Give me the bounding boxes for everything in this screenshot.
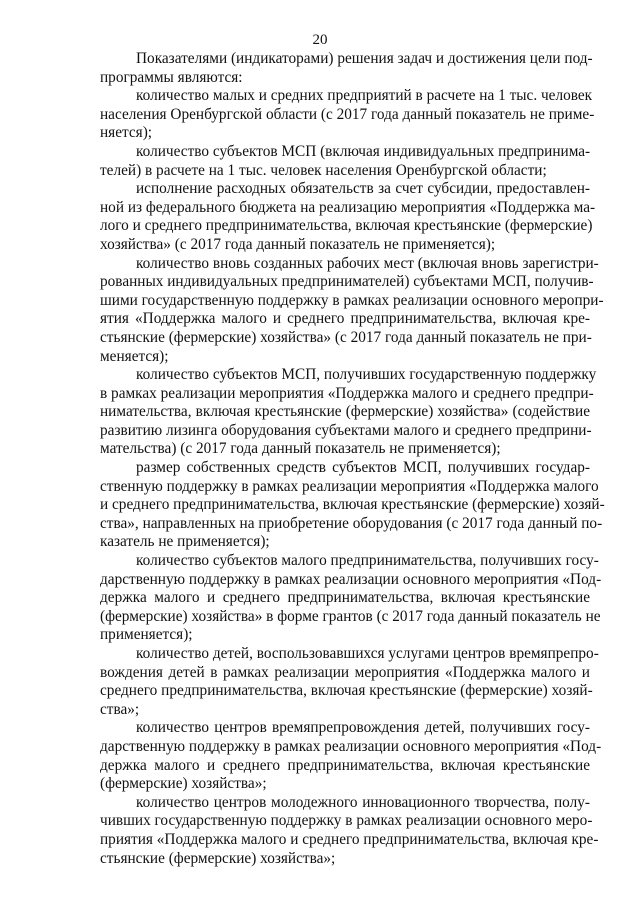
paragraph xyxy=(100,87,595,143)
text-line: в рамках реализации мероприятия «Поддержка малого и среднего предпри- xyxy=(100,384,594,402)
text-line: мательства) (с 2017 года данный показатель не применяется); xyxy=(100,440,501,458)
page-number: 20 xyxy=(312,32,328,48)
text-line: шими государственную поддержку в рамках реализации основного меропри- xyxy=(100,291,604,309)
text-line: дарственную поддержку в рамках реализации основного мероприятия «Под- xyxy=(100,570,602,588)
text-line: количество субъектов МСП (включая индивидуальных предпринима- xyxy=(136,142,591,160)
text-line: количество центров времяпрепровождения детей, получивших госу- xyxy=(136,719,590,737)
paragraph xyxy=(100,552,602,645)
text-line: исполнение расходных обязательств за счет субсидии, предоставлен- xyxy=(136,180,590,198)
text-line: вождения детей в рамках реализации мероприятия «Поддержка малого и xyxy=(100,663,590,681)
text-line: количество центров молодежного инновационного творчества, полу- xyxy=(136,793,590,811)
text-line: размер собственных средств субъектов МСП, получивших государ- xyxy=(136,459,590,477)
text-line: применяется); xyxy=(100,626,193,644)
text-line: нимательства, включая крестьянские (фермерские) хозяйства» (содействие xyxy=(100,403,590,421)
text-line: стьянские (фермерские) хозяйства» (с 2017 года данный показатель не при- xyxy=(100,328,592,346)
text-line: ятия «Поддержка малого и среднего предпринимательства, включая кре- xyxy=(100,310,590,328)
paragraph xyxy=(100,645,599,719)
text-line: держка малого и среднего предпринимательства, включая крестьянские xyxy=(100,589,590,607)
text-line: казатель не применяется); xyxy=(100,533,270,551)
text-line: няется); xyxy=(100,124,153,142)
text-line: (фермерские) хозяйства» в форме грантов (с 2017 года данный показатель не xyxy=(100,607,601,625)
text-line: чивших государственную поддержку в рамках реализации основного меро- xyxy=(100,812,593,830)
text-line: количество субъектов малого предпринимательства, получивших госу- xyxy=(136,552,599,570)
text-line: (фермерские) хозяйства»; xyxy=(100,775,267,793)
text-line: ной из федерального бюджета на реализацию мероприятия «Поддержка ма- xyxy=(100,198,596,216)
paragraph xyxy=(100,254,604,367)
text-line: развитию лизинга оборудования субъектами малого и среднего предприни- xyxy=(100,421,592,439)
paragraph xyxy=(100,793,599,868)
text-line: рованных индивидуальных предпринимателей) субъектами МСП, получив- xyxy=(100,273,594,291)
text-line: ства», направленных на приобретение оборудования (с 2017 года данный по- xyxy=(100,514,603,532)
document-body xyxy=(100,50,605,868)
text-line: количество детей, воспользовавшихся услугами центров времяпрепро- xyxy=(136,645,599,662)
text-line: количество малых и средних предприятий в расчете на 1 тыс. человек xyxy=(136,87,593,105)
text-line: количество вновь созданных рабочих мест (включая вновь зарегистри- xyxy=(136,254,599,272)
text-line: населения Оренбургской области (с 2017 года данный показатель не приме- xyxy=(100,105,595,123)
text-line: количество субъектов МСП, получивших государственную поддержку xyxy=(136,366,597,384)
text-line: ственную поддержку в рамках реализации мероприятия «Поддержка малого xyxy=(100,477,599,495)
text-line: лого и среднего предпринимательства, включая крестьянские (фермерские) xyxy=(100,217,593,235)
paragraph xyxy=(100,366,597,459)
text-line: меняется); xyxy=(100,347,169,365)
text-line: и среднего предпринимательства, включая крестьянские (фермерские) хозяй- xyxy=(100,496,605,514)
text-line: ства»; xyxy=(100,700,140,718)
text-line: среднего предпринимательства, включая крестьянские (фермерские) хозяй- xyxy=(100,682,593,700)
text-line: держка малого и среднего предпринимательства, включая крестьянские xyxy=(100,756,590,774)
paragraph xyxy=(100,180,596,254)
text-line: хозяйства» (с 2017 года данный показатель не применяется); xyxy=(100,235,496,253)
text-line: программы являются: xyxy=(100,68,243,86)
paragraph xyxy=(100,459,605,552)
text-line: приятия «Поддержка малого и среднего предпринимательства, включая кре- xyxy=(100,830,599,848)
paragraph xyxy=(100,143,590,180)
text-line: Показателями (индикаторами) решения задач и достижения цели под- xyxy=(136,50,593,67)
paragraph xyxy=(100,50,593,87)
text-line: стьянские (фермерские) хозяйства»; xyxy=(100,849,336,867)
text-line: дарственную поддержку в рамках реализации основного мероприятия «Под- xyxy=(100,737,602,755)
paragraph xyxy=(100,719,602,793)
text-line: телей) в расчете на 1 тыс. человек населения Оренбургской области; xyxy=(100,161,547,179)
